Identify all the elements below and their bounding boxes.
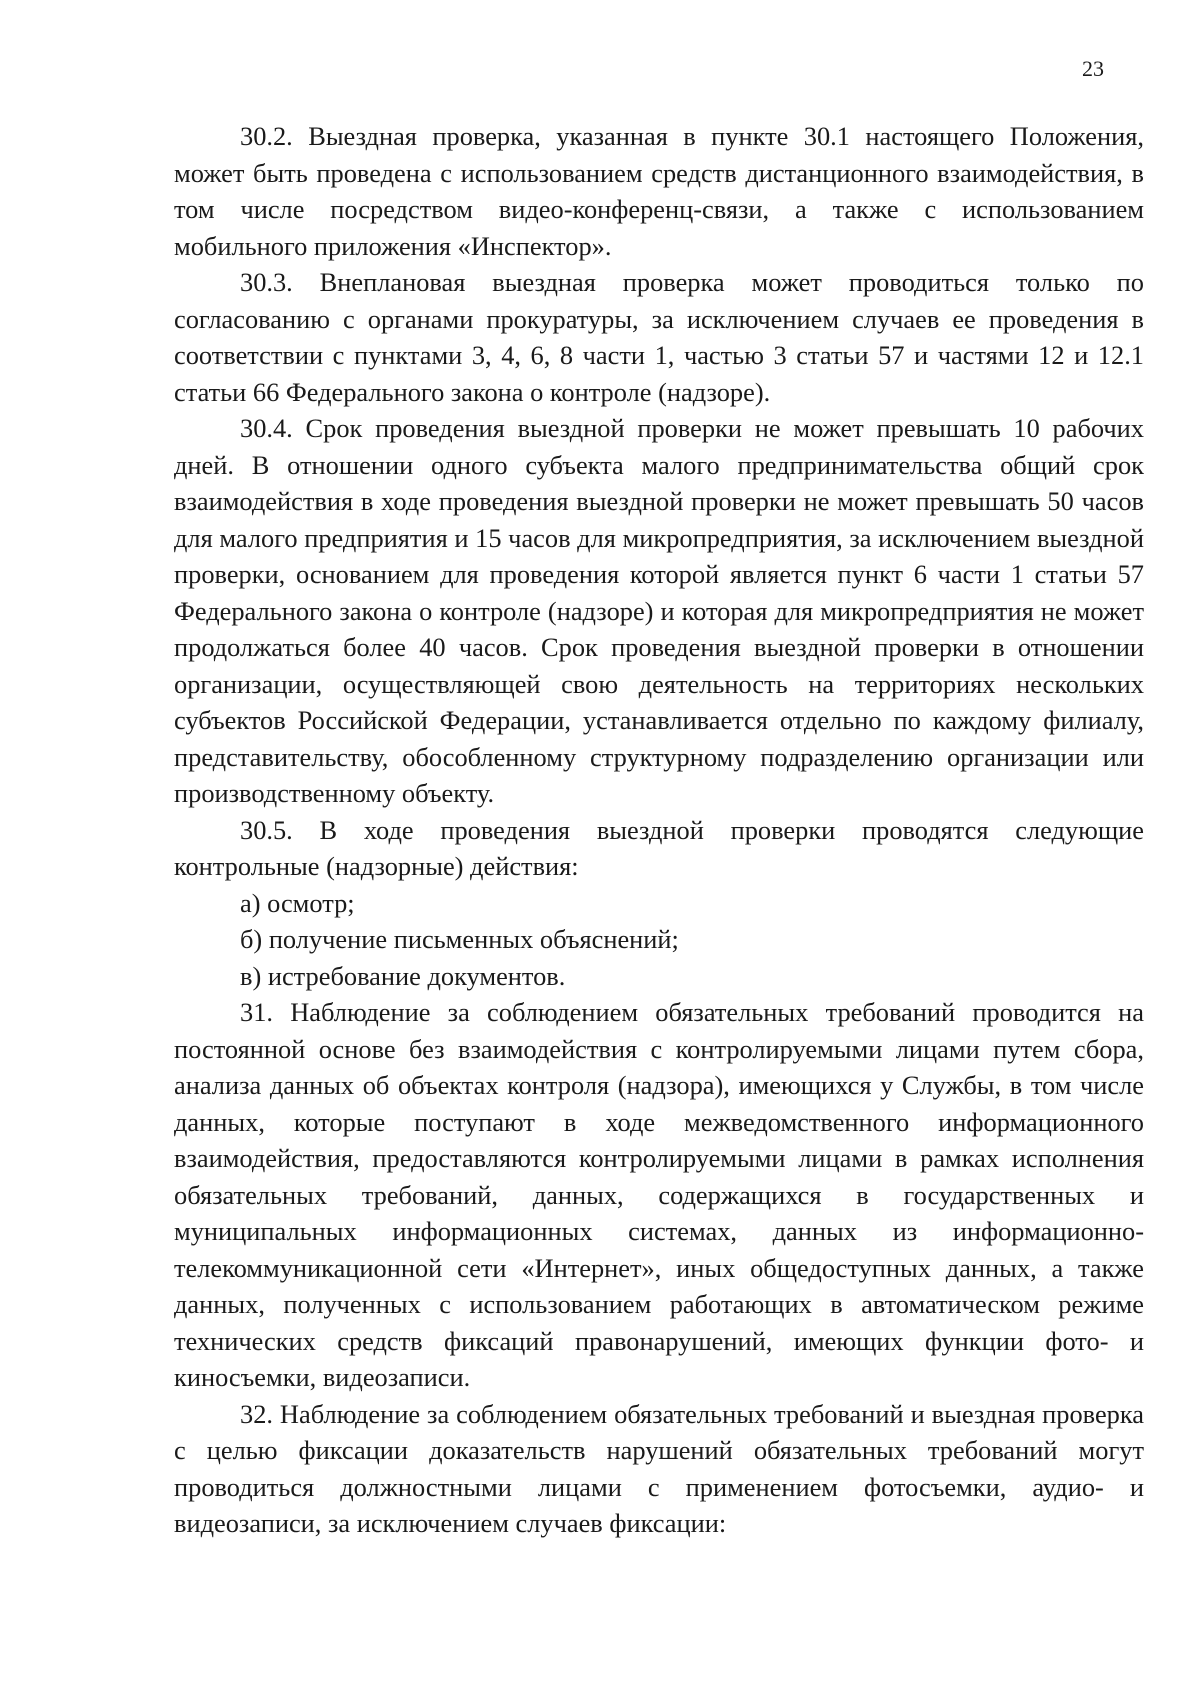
paragraph-30-2: 30.2. Выездная проверка, указанная в пункте 30.1 настоящего Положения, может быть проведена с использованием средств дистанционного взаимодействия, в том числе посредством видео-конференц-связи, а также с использованием мобильного приложения «Инспектор». <box>174 121 1144 261</box>
list-item-a: а) осмотр; <box>240 887 355 918</box>
paragraph-30-3: 30.3. Внеплановая выездная проверка может проводиться только по согласованию с органами прокуратуры, за исключением случаев ее проведения в соответствии с пунктами 3, 4, 6, 8 части 1, частью 3 статьи 57 и частями 12 и 12.1 статьи 66 Федерального закона о контроле (надзоре). <box>174 267 1144 407</box>
page-number: 23 <box>1082 56 1104 81</box>
paragraph-30-5: 30.5. В ходе проведения выездной проверки проводятся следующие контрольные (надзорные) действия: <box>174 814 1144 881</box>
list-item-v: в) истребование документов. <box>240 960 566 991</box>
paragraph-32: 32. Наблюдение за соблюдением обязательных требований и выездная проверка с целью фиксации доказательств нарушений обязательных требований могут проводиться должностными лицами с применением фотосъемки, аудио- и видеозаписи, за исключением случаев фиксации: <box>174 1398 1144 1538</box>
paragraph-30-4: 30.4. Срок проведения выездной проверки не может превышать 10 рабочих дней. В отношении одного субъекта малого предпринимательства общий срок взаимодействия в ходе проведения выездной проверки не может превышать 50 часов для малого предприятия и 15 часов для микропредприятия, за исключением выездной проверки, основанием для проведения которой является пункт 6 части 1 статьи 57 Федерального закона о контроле (надзоре) и которая для микропредприятия не может продолжаться более 40 часов. Срок проведения выездной проверки в отношении организации, осуществляющей свою деятельность на территориях нескольких субъектов Российской Федерации, устанавливается отдельно по каждому филиалу, представительству, обособленному структурному подразделению организации или производственному объекту. <box>174 413 1144 808</box>
document-body <box>174 118 1144 1542</box>
list-item-b: б) получение письменных объяснений; <box>240 924 679 954</box>
paragraph-31: 31. Наблюдение за соблюдением обязательных требований проводится на постоянной основе без взаимодействия с контролируемыми лицами путем сбора, анализа данных об объектах контроля (надзора), имеющихся у Службы, в том числе данных, которые поступают в ходе межведомственного информационного взаимодействия, предоставляются контролируемыми лицами в рамках исполнения обязательных требований, данных, содержащихся в государственных и муниципальных информационных системах, данных из информационно-телекоммуникационной сети «Интернет», иных общедоступных данных, а также данных, полученных с использованием работающих в автоматическом режиме технических средств фиксаций правонарушений, имеющих функции фото- и киносъемки, видеозаписи. <box>174 997 1144 1392</box>
